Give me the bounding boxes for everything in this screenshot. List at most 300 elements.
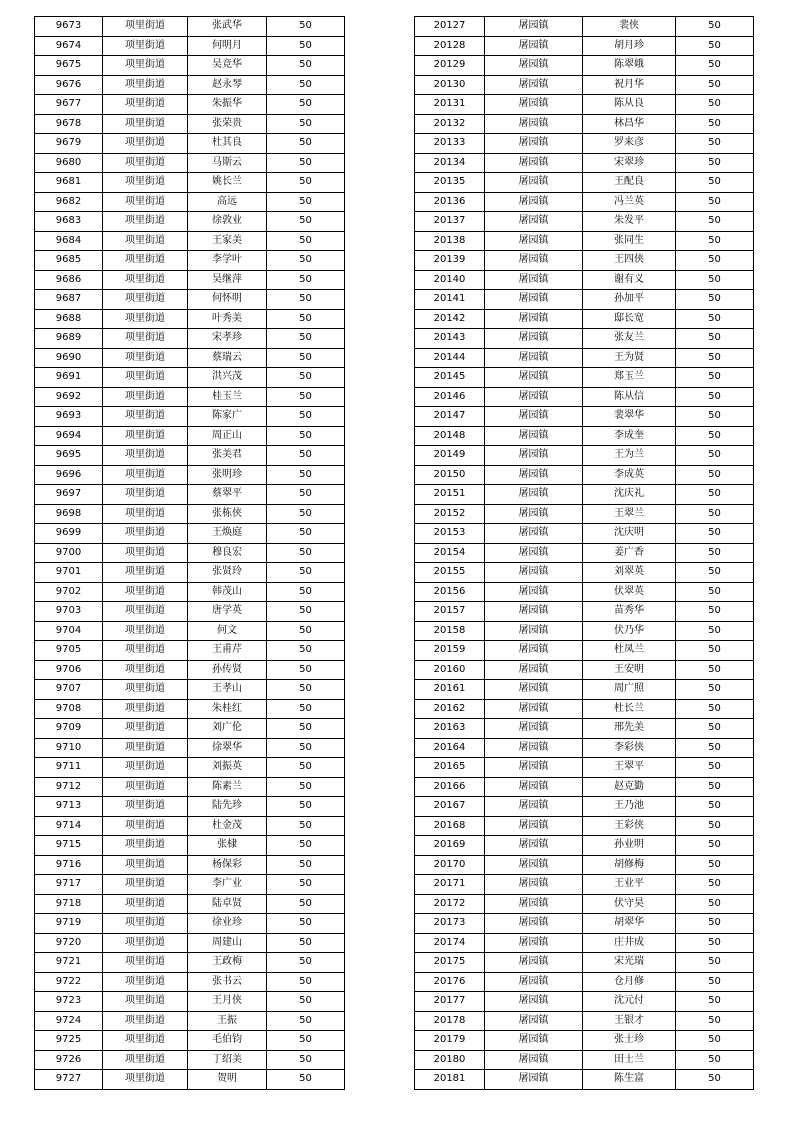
amount-cell: 50	[267, 36, 345, 56]
record-id-cell: 9705	[35, 641, 103, 661]
table-row	[415, 1031, 754, 1051]
area-cell: 项里街道	[103, 816, 188, 836]
record-id-cell: 20139	[415, 251, 485, 271]
record-id-cell: 9727	[35, 1070, 103, 1090]
name-cell: 张荣贵	[188, 114, 267, 134]
area-cell: 屠园镇	[485, 641, 583, 661]
name-cell: 王配良	[583, 173, 676, 193]
area-cell: 屠园镇	[485, 192, 583, 212]
record-id-cell: 20147	[415, 407, 485, 427]
amount-cell: 50	[267, 173, 345, 193]
name-cell: 贺明	[188, 1070, 267, 1090]
name-cell: 陆卓贤	[188, 894, 267, 914]
record-id-cell: 9720	[35, 933, 103, 953]
name-cell: 杜长兰	[583, 699, 676, 719]
amount-cell: 50	[267, 972, 345, 992]
amount-cell: 50	[676, 563, 754, 583]
table-row	[35, 992, 345, 1012]
record-id-cell: 9723	[35, 992, 103, 1012]
record-id-cell: 9678	[35, 114, 103, 134]
record-id-cell: 20155	[415, 563, 485, 583]
table-row	[35, 894, 345, 914]
area-cell: 屠园镇	[485, 699, 583, 719]
amount-cell: 50	[676, 270, 754, 290]
name-cell: 王孝山	[188, 680, 267, 700]
record-id-cell: 20130	[415, 75, 485, 95]
area-cell: 项里街道	[103, 563, 188, 583]
record-id-cell: 9690	[35, 348, 103, 368]
table-row	[415, 134, 754, 154]
table-row	[35, 504, 345, 524]
amount-cell: 50	[676, 914, 754, 934]
amount-cell: 50	[267, 56, 345, 76]
table-row	[35, 368, 345, 388]
area-cell: 屠园镇	[485, 953, 583, 973]
table-row	[35, 699, 345, 719]
area-cell: 屠园镇	[485, 836, 583, 856]
record-id-cell: 20178	[415, 1011, 485, 1031]
record-id-cell: 9712	[35, 777, 103, 797]
area-cell: 项里街道	[103, 407, 188, 427]
amount-cell: 50	[676, 816, 754, 836]
area-cell: 项里街道	[103, 660, 188, 680]
amount-cell: 50	[676, 894, 754, 914]
left-table	[34, 16, 345, 1090]
table-row	[415, 192, 754, 212]
record-id-cell: 20166	[415, 777, 485, 797]
area-cell: 项里街道	[103, 894, 188, 914]
name-cell: 何文	[188, 621, 267, 641]
name-cell: 沈元付	[583, 992, 676, 1012]
amount-cell: 50	[267, 875, 345, 895]
name-cell: 叶秀美	[188, 309, 267, 329]
amount-cell: 50	[267, 368, 345, 388]
area-cell: 项里街道	[103, 270, 188, 290]
name-cell: 裴侠	[583, 17, 676, 37]
amount-cell: 50	[267, 855, 345, 875]
table-row	[415, 524, 754, 544]
name-cell: 赵永琴	[188, 75, 267, 95]
name-cell: 苗秀华	[583, 602, 676, 622]
amount-cell: 50	[676, 1011, 754, 1031]
amount-cell: 50	[267, 543, 345, 563]
area-cell: 项里街道	[103, 426, 188, 446]
table-row	[35, 134, 345, 154]
table-row	[35, 719, 345, 739]
name-cell: 姜广香	[583, 543, 676, 563]
table-row	[35, 270, 345, 290]
table-row	[415, 875, 754, 895]
name-cell: 刘振英	[188, 758, 267, 778]
record-id-cell: 9674	[35, 36, 103, 56]
amount-cell: 50	[267, 407, 345, 427]
table-row	[35, 1031, 345, 1051]
amount-cell: 50	[676, 777, 754, 797]
record-id-cell: 20140	[415, 270, 485, 290]
name-cell: 姚长兰	[188, 173, 267, 193]
area-cell: 屠园镇	[485, 251, 583, 271]
amount-cell: 50	[267, 563, 345, 583]
name-cell: 何怀明	[188, 290, 267, 310]
name-cell: 宋翠珍	[583, 153, 676, 173]
name-cell: 杨保彩	[188, 855, 267, 875]
record-id-cell: 9680	[35, 153, 103, 173]
record-id-cell: 9719	[35, 914, 103, 934]
record-id-cell: 20143	[415, 329, 485, 349]
name-cell: 丁绍美	[188, 1050, 267, 1070]
record-id-cell: 9707	[35, 680, 103, 700]
amount-cell: 50	[267, 914, 345, 934]
amount-cell: 50	[676, 153, 754, 173]
table-row	[415, 953, 754, 973]
table-row	[35, 875, 345, 895]
amount-cell: 50	[676, 875, 754, 895]
table-row	[415, 816, 754, 836]
record-id-cell: 9694	[35, 426, 103, 446]
record-id-cell: 9715	[35, 836, 103, 856]
record-id-cell: 20152	[415, 504, 485, 524]
table-row	[415, 933, 754, 953]
area-cell: 屠园镇	[485, 465, 583, 485]
record-id-cell: 9717	[35, 875, 103, 895]
record-id-cell: 20159	[415, 641, 485, 661]
record-id-cell: 9726	[35, 1050, 103, 1070]
amount-cell: 50	[267, 894, 345, 914]
name-cell: 孙加平	[583, 290, 676, 310]
record-id-cell: 20132	[415, 114, 485, 134]
name-cell: 蔡瑞云	[188, 348, 267, 368]
area-cell: 项里街道	[103, 231, 188, 251]
table-row	[415, 75, 754, 95]
amount-cell: 50	[267, 329, 345, 349]
table-row	[415, 1050, 754, 1070]
record-id-cell: 9697	[35, 485, 103, 505]
area-cell: 屠园镇	[485, 134, 583, 154]
amount-cell: 50	[267, 212, 345, 232]
amount-cell: 50	[267, 446, 345, 466]
amount-cell: 50	[267, 660, 345, 680]
amount-cell: 50	[676, 992, 754, 1012]
amount-cell: 50	[676, 758, 754, 778]
amount-cell: 50	[267, 192, 345, 212]
amount-cell: 50	[267, 75, 345, 95]
table-row	[415, 719, 754, 739]
area-cell: 项里街道	[103, 797, 188, 817]
table-row	[415, 641, 754, 661]
amount-cell: 50	[676, 797, 754, 817]
record-id-cell: 9682	[35, 192, 103, 212]
name-cell: 胡翠华	[583, 914, 676, 934]
table-row	[415, 485, 754, 505]
amount-cell: 50	[676, 524, 754, 544]
table-row	[415, 173, 754, 193]
name-cell: 王政梅	[188, 953, 267, 973]
record-id-cell: 20142	[415, 309, 485, 329]
table-row	[415, 797, 754, 817]
area-cell: 屠园镇	[485, 777, 583, 797]
record-id-cell: 9693	[35, 407, 103, 427]
area-cell: 屠园镇	[485, 875, 583, 895]
amount-cell: 50	[676, 348, 754, 368]
area-cell: 屠园镇	[485, 914, 583, 934]
record-id-cell: 9677	[35, 95, 103, 115]
area-cell: 项里街道	[103, 134, 188, 154]
name-cell: 陈从信	[583, 387, 676, 407]
area-cell: 项里街道	[103, 680, 188, 700]
amount-cell: 50	[676, 368, 754, 388]
amount-cell: 50	[676, 699, 754, 719]
name-cell: 罗来彦	[583, 134, 676, 154]
name-cell: 徐业珍	[188, 914, 267, 934]
table-row	[35, 797, 345, 817]
table-row	[35, 446, 345, 466]
table-row	[415, 738, 754, 758]
record-id-cell: 9696	[35, 465, 103, 485]
table-row	[35, 426, 345, 446]
amount-cell: 50	[676, 329, 754, 349]
record-id-cell: 20177	[415, 992, 485, 1012]
amount-cell: 50	[267, 17, 345, 37]
area-cell: 项里街道	[103, 719, 188, 739]
amount-cell: 50	[267, 1031, 345, 1051]
table-row	[415, 758, 754, 778]
area-cell: 项里街道	[103, 173, 188, 193]
name-cell: 朱振华	[188, 95, 267, 115]
area-cell: 屠园镇	[485, 75, 583, 95]
amount-cell: 50	[676, 738, 754, 758]
name-cell: 邢先美	[583, 719, 676, 739]
name-cell: 李学叶	[188, 251, 267, 271]
record-id-cell: 20134	[415, 153, 485, 173]
table-row	[415, 504, 754, 524]
area-cell: 项里街道	[103, 933, 188, 953]
name-cell: 周广照	[583, 680, 676, 700]
name-cell: 周正山	[188, 426, 267, 446]
amount-cell: 50	[267, 251, 345, 271]
record-id-cell: 9698	[35, 504, 103, 524]
name-cell: 伏乃华	[583, 621, 676, 641]
name-cell: 李成奎	[583, 426, 676, 446]
table-row	[415, 251, 754, 271]
record-id-cell: 20157	[415, 602, 485, 622]
record-id-cell: 20176	[415, 972, 485, 992]
amount-cell: 50	[267, 134, 345, 154]
name-cell: 张友兰	[583, 329, 676, 349]
table-row	[35, 485, 345, 505]
area-cell: 屠园镇	[485, 36, 583, 56]
record-id-cell: 9702	[35, 582, 103, 602]
table-row	[415, 660, 754, 680]
table-row	[35, 251, 345, 271]
record-id-cell: 9716	[35, 855, 103, 875]
table-row	[415, 563, 754, 583]
record-id-cell: 9683	[35, 212, 103, 232]
table-row	[415, 348, 754, 368]
area-cell: 屠园镇	[485, 387, 583, 407]
table-row	[35, 465, 345, 485]
record-id-cell: 20173	[415, 914, 485, 934]
name-cell: 何明月	[188, 36, 267, 56]
record-id-cell: 20135	[415, 173, 485, 193]
amount-cell: 50	[676, 173, 754, 193]
amount-cell: 50	[267, 290, 345, 310]
name-cell: 毛伯钧	[188, 1031, 267, 1051]
name-cell: 刘翠英	[583, 563, 676, 583]
table-row	[415, 1011, 754, 1031]
table-row	[415, 426, 754, 446]
area-cell: 项里街道	[103, 1031, 188, 1051]
table-row	[35, 777, 345, 797]
record-id-cell: 20156	[415, 582, 485, 602]
amount-cell: 50	[676, 485, 754, 505]
table-row	[35, 914, 345, 934]
name-cell: 穆良宏	[188, 543, 267, 563]
table-row	[35, 56, 345, 76]
table-row	[35, 36, 345, 56]
area-cell: 项里街道	[103, 368, 188, 388]
record-id-cell: 9692	[35, 387, 103, 407]
area-cell: 项里街道	[103, 836, 188, 856]
area-cell: 屠园镇	[485, 368, 583, 388]
amount-cell: 50	[267, 777, 345, 797]
name-cell: 张书云	[188, 972, 267, 992]
amount-cell: 50	[676, 465, 754, 485]
area-cell: 屠园镇	[485, 446, 583, 466]
area-cell: 屠园镇	[485, 212, 583, 232]
area-cell: 项里街道	[103, 192, 188, 212]
amount-cell: 50	[676, 1050, 754, 1070]
table-row	[35, 329, 345, 349]
amount-cell: 50	[267, 699, 345, 719]
record-id-cell: 20180	[415, 1050, 485, 1070]
amount-cell: 50	[676, 134, 754, 154]
name-cell: 陈家广	[188, 407, 267, 427]
amount-cell: 50	[676, 855, 754, 875]
table-row	[35, 641, 345, 661]
name-cell: 伏守昊	[583, 894, 676, 914]
amount-cell: 50	[676, 114, 754, 134]
amount-cell: 50	[676, 504, 754, 524]
record-id-cell: 9714	[35, 816, 103, 836]
area-cell: 项里街道	[103, 465, 188, 485]
record-id-cell: 9703	[35, 602, 103, 622]
record-id-cell: 9687	[35, 290, 103, 310]
name-cell: 赵克勤	[583, 777, 676, 797]
amount-cell: 50	[267, 465, 345, 485]
amount-cell: 50	[676, 309, 754, 329]
name-cell: 陈素兰	[188, 777, 267, 797]
record-id-cell: 20170	[415, 855, 485, 875]
name-cell: 仓月修	[583, 972, 676, 992]
name-cell: 王为兰	[583, 446, 676, 466]
area-cell: 项里街道	[103, 1011, 188, 1031]
record-id-cell: 20167	[415, 797, 485, 817]
amount-cell: 50	[267, 309, 345, 329]
amount-cell: 50	[676, 251, 754, 271]
area-cell: 项里街道	[103, 543, 188, 563]
area-cell: 项里街道	[103, 699, 188, 719]
record-id-cell: 20128	[415, 36, 485, 56]
table-row	[415, 153, 754, 173]
area-cell: 项里街道	[103, 251, 188, 271]
table-row	[35, 836, 345, 856]
record-id-cell: 9710	[35, 738, 103, 758]
amount-cell: 50	[267, 1050, 345, 1070]
record-id-cell: 9699	[35, 524, 103, 544]
name-cell: 王翠平	[583, 758, 676, 778]
name-cell: 李彩侠	[583, 738, 676, 758]
table-row	[35, 153, 345, 173]
record-id-cell: 20131	[415, 95, 485, 115]
name-cell: 谢有义	[583, 270, 676, 290]
area-cell: 项里街道	[103, 290, 188, 310]
record-id-cell: 9708	[35, 699, 103, 719]
amount-cell: 50	[267, 1011, 345, 1031]
table-row	[35, 1011, 345, 1031]
area-cell: 屠园镇	[485, 582, 583, 602]
record-id-cell: 20129	[415, 56, 485, 76]
table-row	[415, 368, 754, 388]
area-cell: 项里街道	[103, 348, 188, 368]
area-cell: 项里街道	[103, 309, 188, 329]
area-cell: 屠园镇	[485, 348, 583, 368]
area-cell: 项里街道	[103, 524, 188, 544]
table-row	[35, 660, 345, 680]
table-row	[415, 231, 754, 251]
record-id-cell: 20154	[415, 543, 485, 563]
area-cell: 项里街道	[103, 875, 188, 895]
name-cell: 周建山	[188, 933, 267, 953]
name-cell: 祝月华	[583, 75, 676, 95]
name-cell: 田士兰	[583, 1050, 676, 1070]
record-id-cell: 20144	[415, 348, 485, 368]
table-row	[35, 407, 345, 427]
area-cell: 项里街道	[103, 953, 188, 973]
area-cell: 项里街道	[103, 992, 188, 1012]
record-id-cell: 20160	[415, 660, 485, 680]
name-cell: 胡月珍	[583, 36, 676, 56]
area-cell: 屠园镇	[485, 758, 583, 778]
area-cell: 屠园镇	[485, 621, 583, 641]
table-row	[415, 602, 754, 622]
name-cell: 宋孝珍	[188, 329, 267, 349]
area-cell: 项里街道	[103, 75, 188, 95]
table-row	[415, 777, 754, 797]
table-row	[415, 17, 754, 37]
name-cell: 韩茂山	[188, 582, 267, 602]
table-row	[415, 56, 754, 76]
table-row	[415, 582, 754, 602]
amount-cell: 50	[267, 621, 345, 641]
record-id-cell: 20164	[415, 738, 485, 758]
name-cell: 朱桂红	[188, 699, 267, 719]
area-cell: 屠园镇	[485, 680, 583, 700]
name-cell: 王银才	[583, 1011, 676, 1031]
amount-cell: 50	[676, 972, 754, 992]
record-id-cell: 9688	[35, 309, 103, 329]
area-cell: 项里街道	[103, 621, 188, 641]
table-row	[415, 855, 754, 875]
record-id-cell: 20145	[415, 368, 485, 388]
amount-cell: 50	[676, 641, 754, 661]
record-id-cell: 9704	[35, 621, 103, 641]
area-cell: 屠园镇	[485, 56, 583, 76]
table-row	[415, 836, 754, 856]
record-id-cell: 9689	[35, 329, 103, 349]
area-cell: 项里街道	[103, 36, 188, 56]
table-row	[415, 114, 754, 134]
amount-cell: 50	[676, 407, 754, 427]
